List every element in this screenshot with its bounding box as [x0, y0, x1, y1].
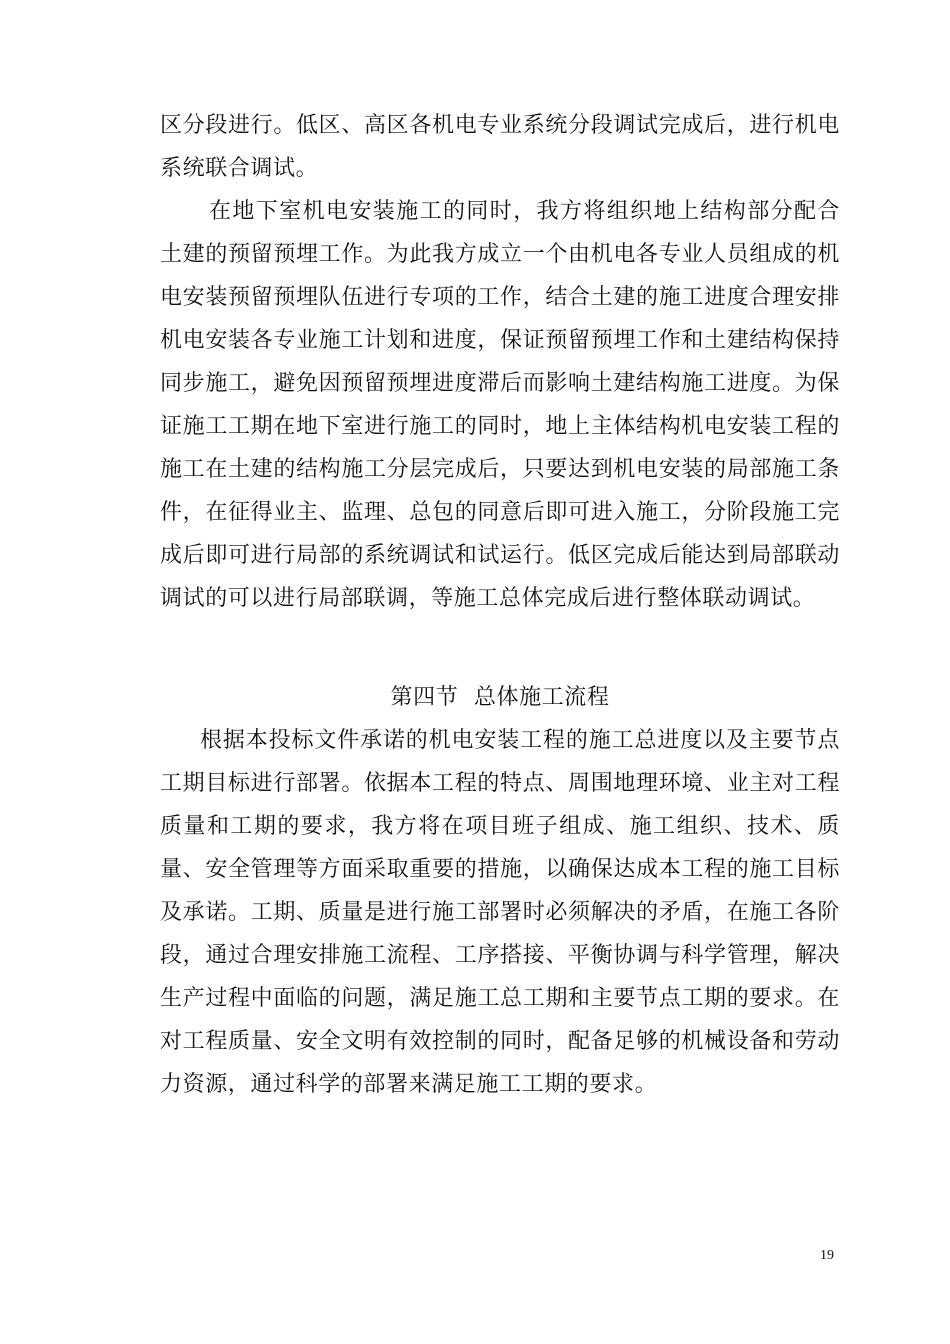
- paragraph-overall-process: 根据本投标文件承诺的机电安装工程的施工总进度以及主要节点工期目标进行部署。依据本工程的特点、周围地理环境、业主对工程质量和工期的要求，我方将在项目班子组成、施工组织、技术、质量、安全管理等方面采取重要的措施，以确保达成本工程的施工目标及承诺。工期、质量是进行施工部署时必须解决的矛盾，在施工各阶段，通过合理安排施工流程、工序搭接、平衡协调与科学管理，解决生产过程中面临的问题，满足施工总工期和主要节点工期的要求。在对工程质量、安全文明有效控制的同时，配备足够的机械设备和劳动力资源，通过科学的部署来满足施工工期的要求。: [160, 728, 840, 1097]
- page-number: 19: [820, 1248, 834, 1263]
- paragraph-continued: 区分段进行。低区、高区各机电专业系统分段调试完成后，进行机电系统联合调试。: [160, 113, 840, 181]
- paragraph-reserved-embedding: 在地下室机电安装施工的同时，我方将组织地上结构部分配合土建的预留预埋工作。为此我方成立一个由机电各专业人员组成的机电安装预留预埋队伍进行专项的工作，结合土建的施工进度合理安排机电安装各专业施工计划和进度，保证预留预埋工作和土建结构保持同步施工，避免因预留预埋进度滞后而影响土建结构施工进度。为保证施工工期在地下室进行施工的同时，地上主体结构机电安装工程的施工在土建的结构施工分层完成后，只要达到机电安装的局部施工条件，在征得业主、监理、总包的同意后即可进入施工，分阶段施工完成后即可进行局部的系统调试和试运行。低区完成后能达到局部联动调试的可以进行局部联调，等施工总体完成后进行整体联动调试。: [160, 199, 840, 611]
- section-heading: 第四节 总体施工流程: [390, 685, 610, 710]
